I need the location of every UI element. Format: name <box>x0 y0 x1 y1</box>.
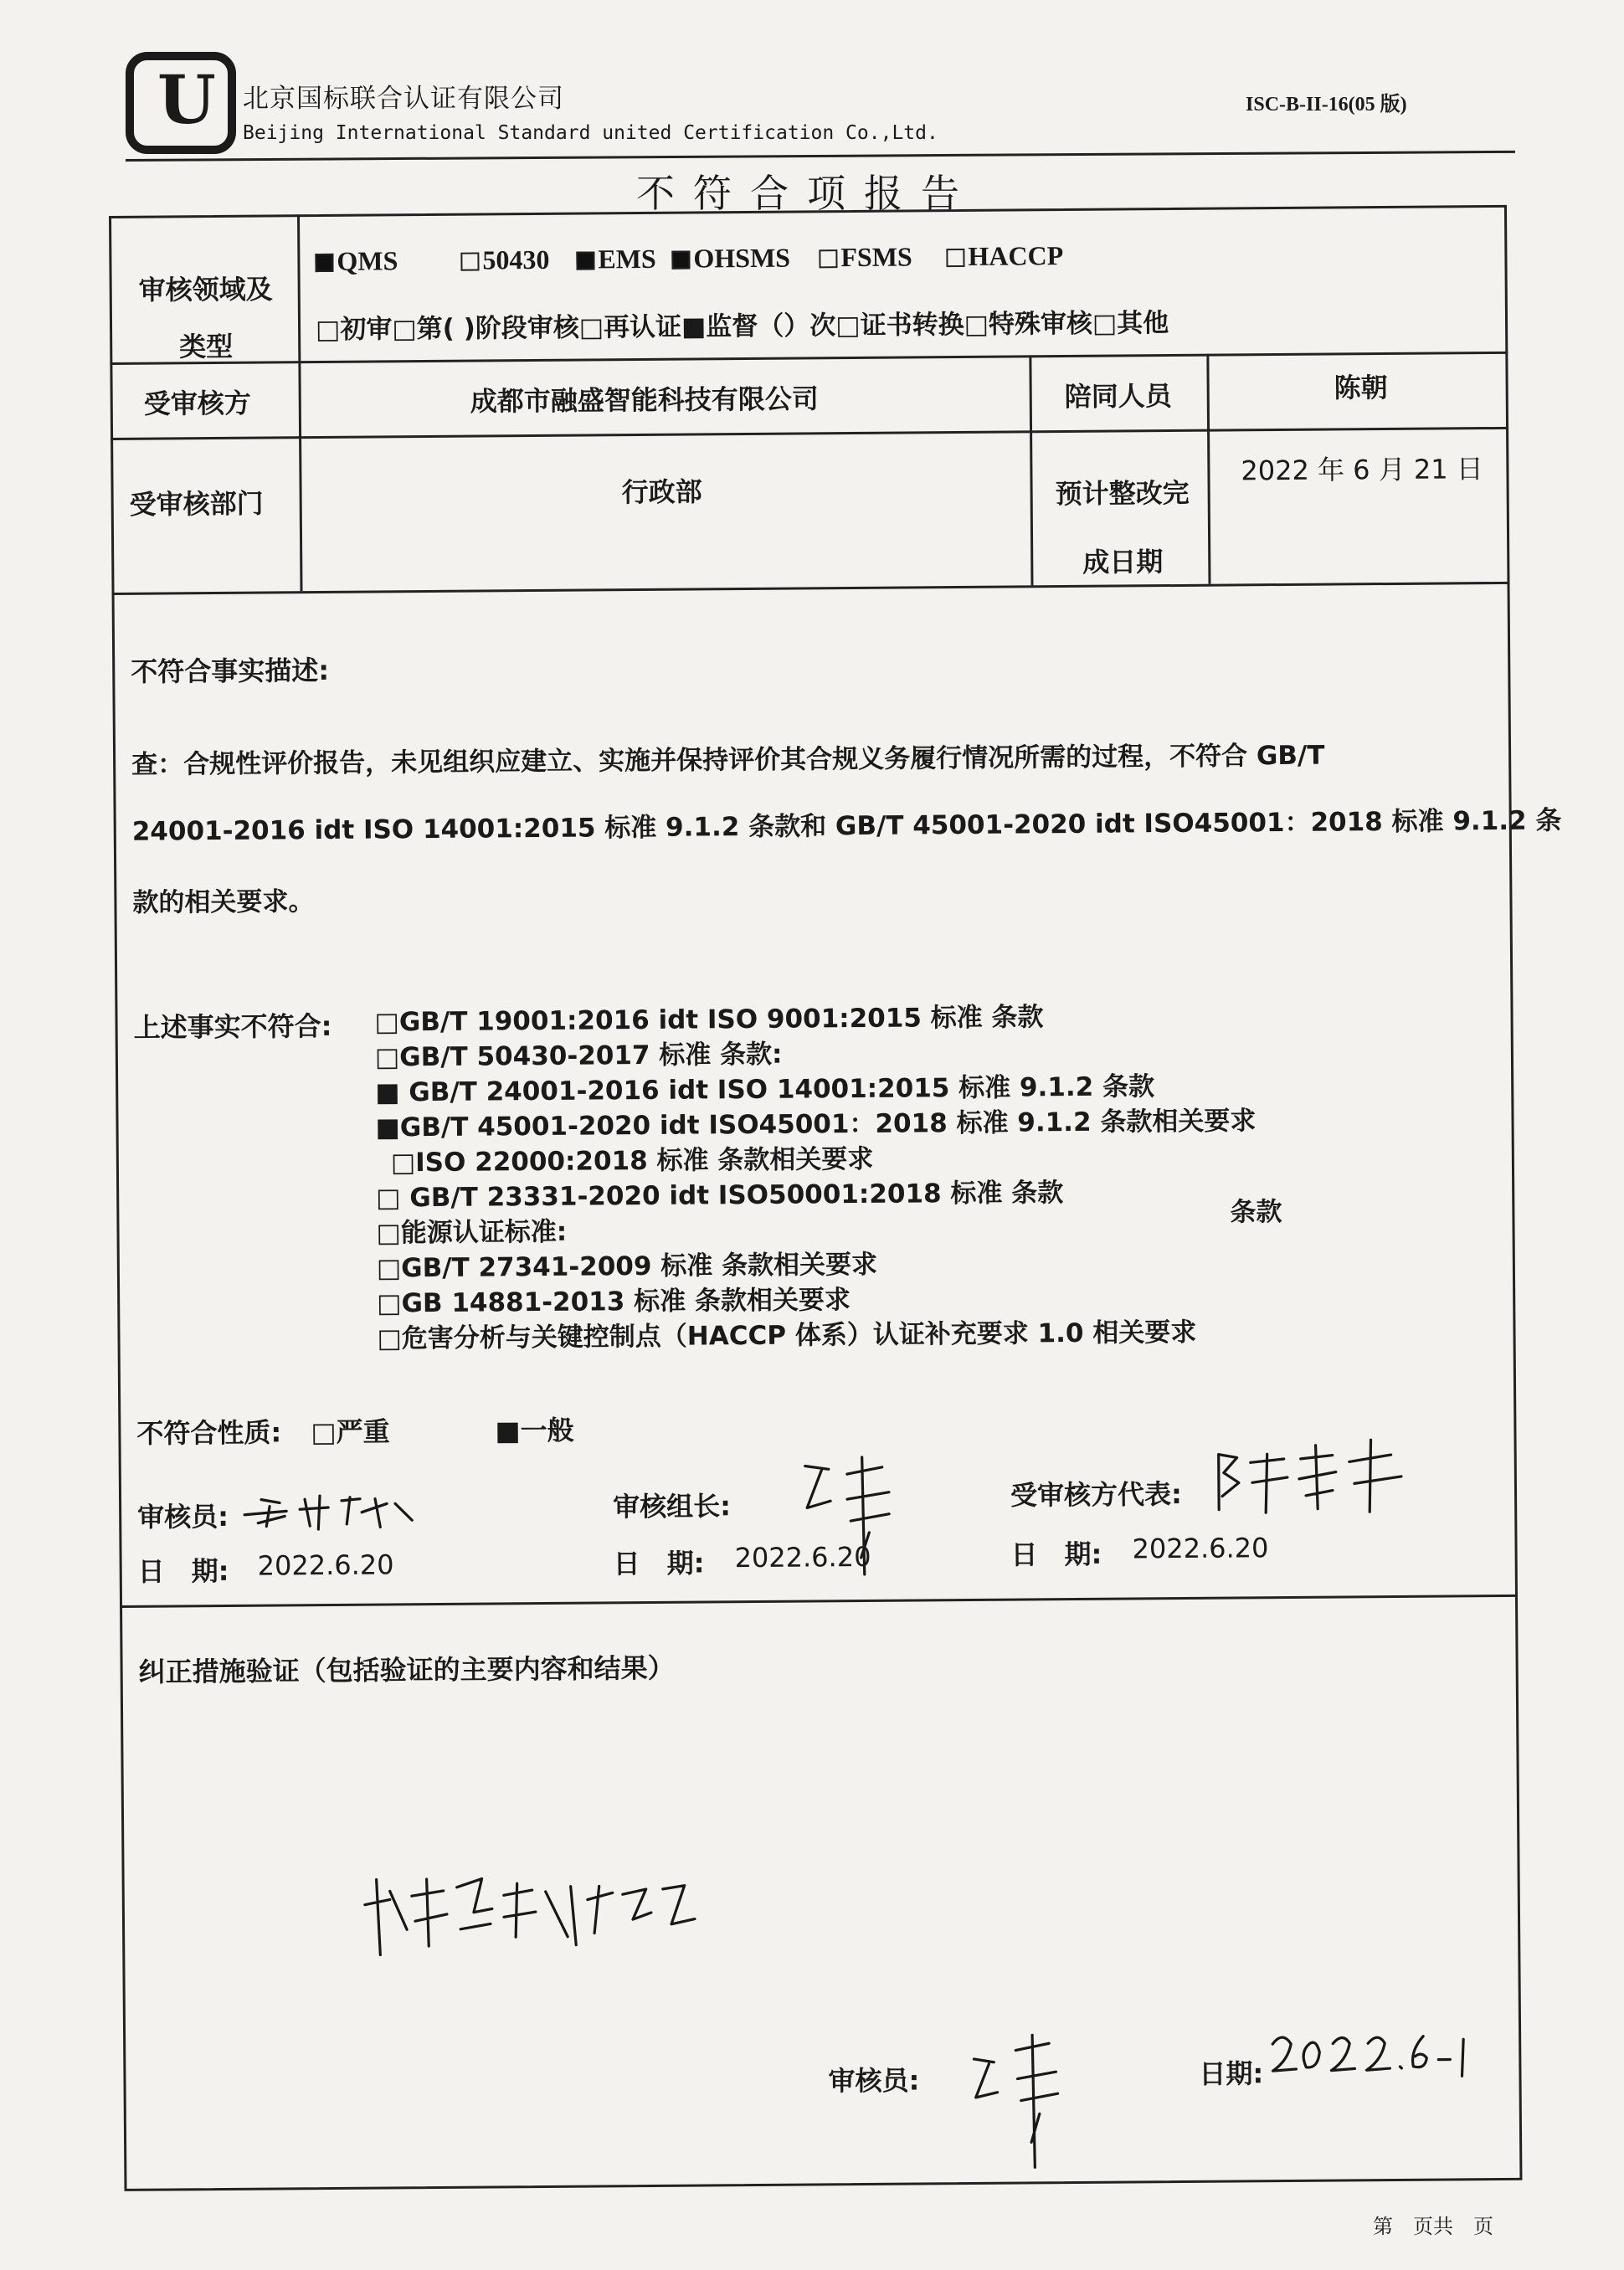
header-divider <box>126 151 1515 162</box>
standard-item: □GB/T 19001:2016 idt ISO 9001:2015 标准 条款 <box>374 1002 1044 1038</box>
auditor-signature <box>236 1473 429 1542</box>
company-name-en: Beijing International Standard united Certification Co.,Ltd. <box>243 122 938 144</box>
standard-item: □GB 14881-2013 标准 条款相关要求 <box>377 1285 851 1319</box>
auditee-label: 受审核方 <box>143 387 251 420</box>
document-code: ISC-B-II-16(05 版) <box>1246 94 1407 116</box>
scope-ohsms: OHSMS <box>671 243 790 275</box>
scope-haccp: HACCP <box>946 240 1063 272</box>
leader-label: 审核组长: <box>612 1490 732 1523</box>
date-label: 日 期: <box>137 1554 229 1588</box>
nc-desc-label: 不符合事实描述: <box>131 654 330 688</box>
rep-signature <box>1206 1428 1416 1522</box>
company-name-cn: 北京国标联合认证有限公司 <box>243 84 564 114</box>
checkbox-empty-icon <box>460 253 479 271</box>
dept-label: 受审核部门 <box>129 487 264 521</box>
auditor-date: 2022.6.20 <box>257 1548 394 1582</box>
violates-label: 上述事实不符合: <box>133 1009 332 1044</box>
verification-date-handwriting <box>1266 2017 1484 2094</box>
leader-signature <box>789 1440 924 1608</box>
nc-desc-line: 24001-2016 idt ISO 14001:2015 标准 9.1.2 条款和 GB/T 45001-2020 idt ISO45001：2018 标准 9.1.2 条 <box>131 805 1562 847</box>
verification-auditor-label: 审核员: <box>828 2064 920 2098</box>
audit-type-line: □初审□第( )阶段审核□再认证■监督（）次□证书转换□特殊审核□其他 <box>315 308 1169 346</box>
verification-label: 纠正措施验证（包括验证的主要内容和结果） <box>138 1651 675 1688</box>
scope-label: 审核领域及类型 <box>138 273 273 363</box>
nc-desc-line: 查：合规性评价报告，未见组织应建立、实施并保持评价其合规义务履行情况所需的过程，不符合 GB/T <box>131 740 1325 780</box>
nc-nature-serious: □严重 <box>311 1415 390 1449</box>
auditor-label: 审核员: <box>137 1500 229 1533</box>
page-number: 第 页共 页 <box>1373 2215 1493 2238</box>
standard-item: □危害分析与关键控制点（HACCP 体系）认证补充要求 1.0 相关要求 <box>377 1317 1197 1354</box>
nc-nature-label: 不符合性质: <box>136 1416 282 1450</box>
checkbox-checked-icon <box>671 251 690 270</box>
companion-value: 陈朝 <box>1334 372 1388 404</box>
due-date-label: 预计整改完成日期 <box>1055 476 1190 578</box>
report-form <box>109 205 1562 2191</box>
checkbox-checked-icon <box>576 251 594 270</box>
energy-clause-label: 条款 <box>1230 1197 1282 1228</box>
standard-item: □ GB/T 23331-2020 idt ISO50001:2018 标准 条款 <box>376 1178 1064 1214</box>
nc-nature-general: ■一般 <box>495 1414 574 1447</box>
dept-value: 行政部 <box>621 475 702 509</box>
standard-item: □能源认证标准: <box>376 1216 568 1249</box>
date-label: 日 期: <box>613 1547 705 1580</box>
rep-label: 受审核方代表: <box>1010 1477 1182 1512</box>
checkbox-empty-icon <box>819 249 837 268</box>
verification-date-label: 日期: <box>1199 2057 1264 2090</box>
standard-item: ■GB/T 45001-2020 idt ISO45001：2018 标准 9.1.2 条款相关要求 <box>375 1106 1257 1143</box>
scope-qms: QMS <box>315 245 398 277</box>
date-label: 日 期: <box>1010 1538 1102 1571</box>
standard-item: □GB/T 50430-2017 标准 条款: <box>374 1039 783 1073</box>
checkbox-empty-icon <box>946 249 964 267</box>
due-date-value: 2022 年 6 月 21 日 <box>1241 453 1483 487</box>
nc-desc-line: 款的相关要求。 <box>132 886 315 918</box>
standard-item: □GB/T 27341-2009 标准 条款相关要求 <box>376 1249 878 1284</box>
scope-50430: 50430 <box>460 244 549 276</box>
scope-fsms: FSMS <box>819 241 912 273</box>
scope-ems: EMS <box>576 244 656 275</box>
auditee-value: 成都市融盛智能科技有限公司 <box>470 383 819 418</box>
leader-date: 2022.6.20 <box>734 1540 871 1574</box>
verification-auditor-signature <box>960 2016 1104 2185</box>
logo-mark-icon: U <box>157 60 216 139</box>
companion-label: 陪同人员 <box>1064 380 1172 413</box>
rep-date: 2022.6.20 <box>1132 1532 1269 1565</box>
checkbox-checked-icon <box>315 254 333 272</box>
report-title: 不符合项报告 <box>636 171 978 216</box>
standard-item: □ISO 22000:2018 标准 条款相关要求 <box>390 1143 874 1179</box>
standard-item: ■ GB/T 24001-2016 idt ISO 14001:2015 标准 9.1.2 条款 <box>375 1071 1155 1108</box>
verification-handwriting <box>356 1851 708 1971</box>
